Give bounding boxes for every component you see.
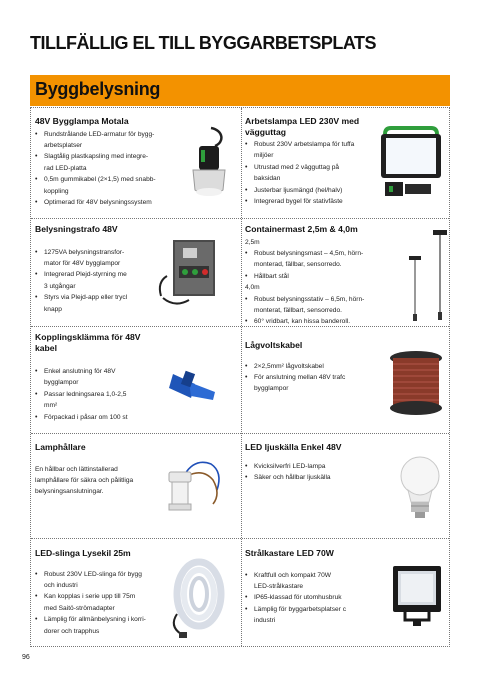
bullet-item: • Robust 230V arbetslampa för tuffa — [254, 139, 375, 150]
transformer-box-icon — [155, 236, 221, 310]
light-mast-icon — [397, 226, 451, 326]
lamp-holder-icon — [155, 454, 227, 520]
bullet-item: • Säker och hållbar ljuskälla — [254, 472, 385, 483]
grid-divider — [31, 538, 449, 539]
product-bullets — [245, 248, 395, 282]
bullet-item: • Robust belysningsmast – 4,5m, hörn- — [254, 248, 395, 259]
bullet-item: • 60° vridbart, kan hissa banderoll. — [254, 316, 395, 324]
variant-label: 4,0m — [245, 284, 260, 292]
bullet-item: • Hållbart stål — [254, 271, 395, 282]
bullet-item: • Förpackad i påsar om 100 st — [44, 412, 161, 423]
product-bullets — [245, 461, 385, 484]
product-bullets — [35, 247, 153, 315]
bullet-continuation: knapp — [44, 305, 62, 313]
bullet-item: • Lämplig för allmänbelysning i korri- — [44, 614, 165, 625]
product-title: Arbetslampa LED 230V med vägguttag — [245, 116, 360, 137]
bullet-item: • Justerbar ljusmängd (hel/halv) — [254, 185, 375, 196]
product-card-lagvoltskabel — [245, 332, 385, 432]
section-title: Byggbelysning — [35, 79, 161, 99]
bullet-item: • Kan kopplas i serie upp till 75m — [44, 591, 165, 602]
bullet-item: • Rundstrålande LED-armatur för bygg- — [44, 129, 181, 140]
product-bullets — [35, 129, 181, 209]
bullet-continuation: arbetsplatser — [44, 141, 83, 149]
bullet-continuation: miljöer — [254, 152, 274, 160]
product-title: Lamphållare — [35, 442, 86, 452]
product-title: Belysningstrafo 48V — [35, 224, 118, 234]
product-card-led-ljuskalla — [245, 442, 385, 534]
page-title: TILLFÄLLIG EL TILL BYGGARBETSPLATS — [30, 33, 376, 53]
bullet-item: • 0,5m gummikabel (2×1,5) med snabb- — [44, 174, 181, 185]
product-title: Containermast 2,5m & 4,0m — [245, 224, 358, 234]
floodlight-70w-icon — [389, 562, 445, 632]
product-bullets — [245, 294, 395, 324]
bullet-item: • Robust belysningsstativ – 6,5m, hörn- — [254, 294, 395, 305]
product-bullets — [245, 139, 375, 207]
bullet-item: • 2×2,5mm² lågvoltskabel — [254, 361, 385, 372]
hanging-led-lamp-icon — [181, 126, 233, 204]
product-card-belysningstrafo — [35, 224, 153, 324]
bullet-continuation: mator för 48V bygglampor — [44, 259, 121, 267]
product-description: lamphållare för säkra och pålitliga — [35, 476, 134, 484]
product-card-led-slinga — [35, 548, 165, 646]
product-card-kopplingsklamma — [35, 332, 161, 432]
cable-reel-icon — [385, 348, 447, 418]
variant-label: 2,5m — [245, 238, 260, 246]
bullet-item: • Integrerad Plejd-styrning me — [44, 269, 153, 280]
grid-divider — [31, 433, 449, 434]
bullet-continuation: mm² — [44, 402, 58, 410]
product-bullets — [35, 366, 161, 423]
bullet-item: • Passar ledningsarea 1,0-2,5 — [44, 389, 161, 400]
bullet-continuation: 3 utgångar — [44, 282, 76, 290]
bullet-continuation: industri — [254, 617, 276, 625]
product-title: Strålkastare LED 70W — [245, 548, 334, 558]
product-grid — [30, 107, 450, 647]
bullet-item: • Kvicksilverfri LED-lampa — [254, 461, 385, 472]
bullet-item: • Integrerad bygel för stativfäste — [254, 196, 375, 207]
product-description: belysningsanslutningar. — [35, 488, 104, 496]
bullet-item: • IP65-klassad för utomhusbruk — [254, 592, 385, 603]
bullet-continuation: med Saitö-strömadapter — [44, 604, 115, 612]
bullet-item: • Slagtålig plastkapsling med integre- — [44, 151, 181, 162]
section-banner — [30, 75, 450, 106]
product-title: Kopplingsklämma för 48V kabel — [35, 332, 141, 353]
bullet-continuation: rad LED-platta — [44, 164, 87, 172]
product-title: Lågvoltskabel — [245, 340, 303, 350]
product-card-containermast — [245, 224, 395, 324]
bullet-continuation: och industri — [44, 581, 78, 589]
bullet-continuation: LED-strålkastare — [254, 582, 304, 590]
cable-clamp-icon — [165, 364, 221, 408]
product-title: 48V Bygglampa Motala — [35, 116, 129, 126]
bullet-continuation: bygglampor — [254, 385, 289, 393]
bullet-item: • Enkel anslutning för 48V — [44, 366, 161, 377]
product-card-bygglampa — [35, 116, 181, 216]
page-number: 96 — [22, 654, 30, 661]
product-card-arbetslampa — [245, 116, 375, 216]
bullet-continuation: bygglampor — [44, 379, 79, 387]
grid-divider-vertical — [241, 108, 242, 646]
bullet-item: • För anslutning mellan 48V trafc — [254, 372, 385, 383]
bullet-item: • Utrustad med 2 vägguttag på — [254, 162, 375, 173]
bullet-item: • Lämplig för byggarbetsplatser c — [254, 604, 385, 615]
led-floodlight-icon — [375, 122, 447, 212]
product-description: En hållbar och lättinstallerad — [35, 465, 118, 473]
led-bulb-icon — [395, 454, 445, 524]
product-bullets — [245, 570, 385, 627]
product-bullets — [35, 569, 165, 637]
grid-divider — [31, 326, 449, 327]
bullet-item: • Kraftfull och kompakt 70W — [254, 570, 385, 581]
bullet-continuation: baksidan — [254, 175, 281, 183]
bullet-continuation: monterad, fällbar, sensorredo. — [254, 261, 342, 269]
product-bullets — [245, 361, 385, 395]
bullet-item: • Optimerad för 48V belysningssystem — [44, 197, 181, 208]
bullet-continuation: koppling — [44, 187, 69, 195]
bullet-continuation: monterat, fällbart, sensorredo. — [254, 306, 342, 314]
grid-divider — [31, 218, 449, 219]
bullet-item: • 1275VA belysningstransfor- — [44, 247, 153, 258]
product-card-stralkastare — [245, 548, 385, 646]
product-title: LED-slinga Lysekil 25m — [35, 548, 131, 558]
bullet-continuation: dorer och trapphus — [44, 627, 100, 635]
bullet-item: • Robust 230V LED-slinga för bygg — [44, 569, 165, 580]
product-card-lamphallare — [35, 442, 161, 534]
led-strip-coil-icon — [165, 554, 229, 640]
bullet-item: • Styrs via Plejd-app eller trycl — [44, 292, 153, 303]
product-title: LED ljuskälla Enkel 48V — [245, 442, 342, 452]
